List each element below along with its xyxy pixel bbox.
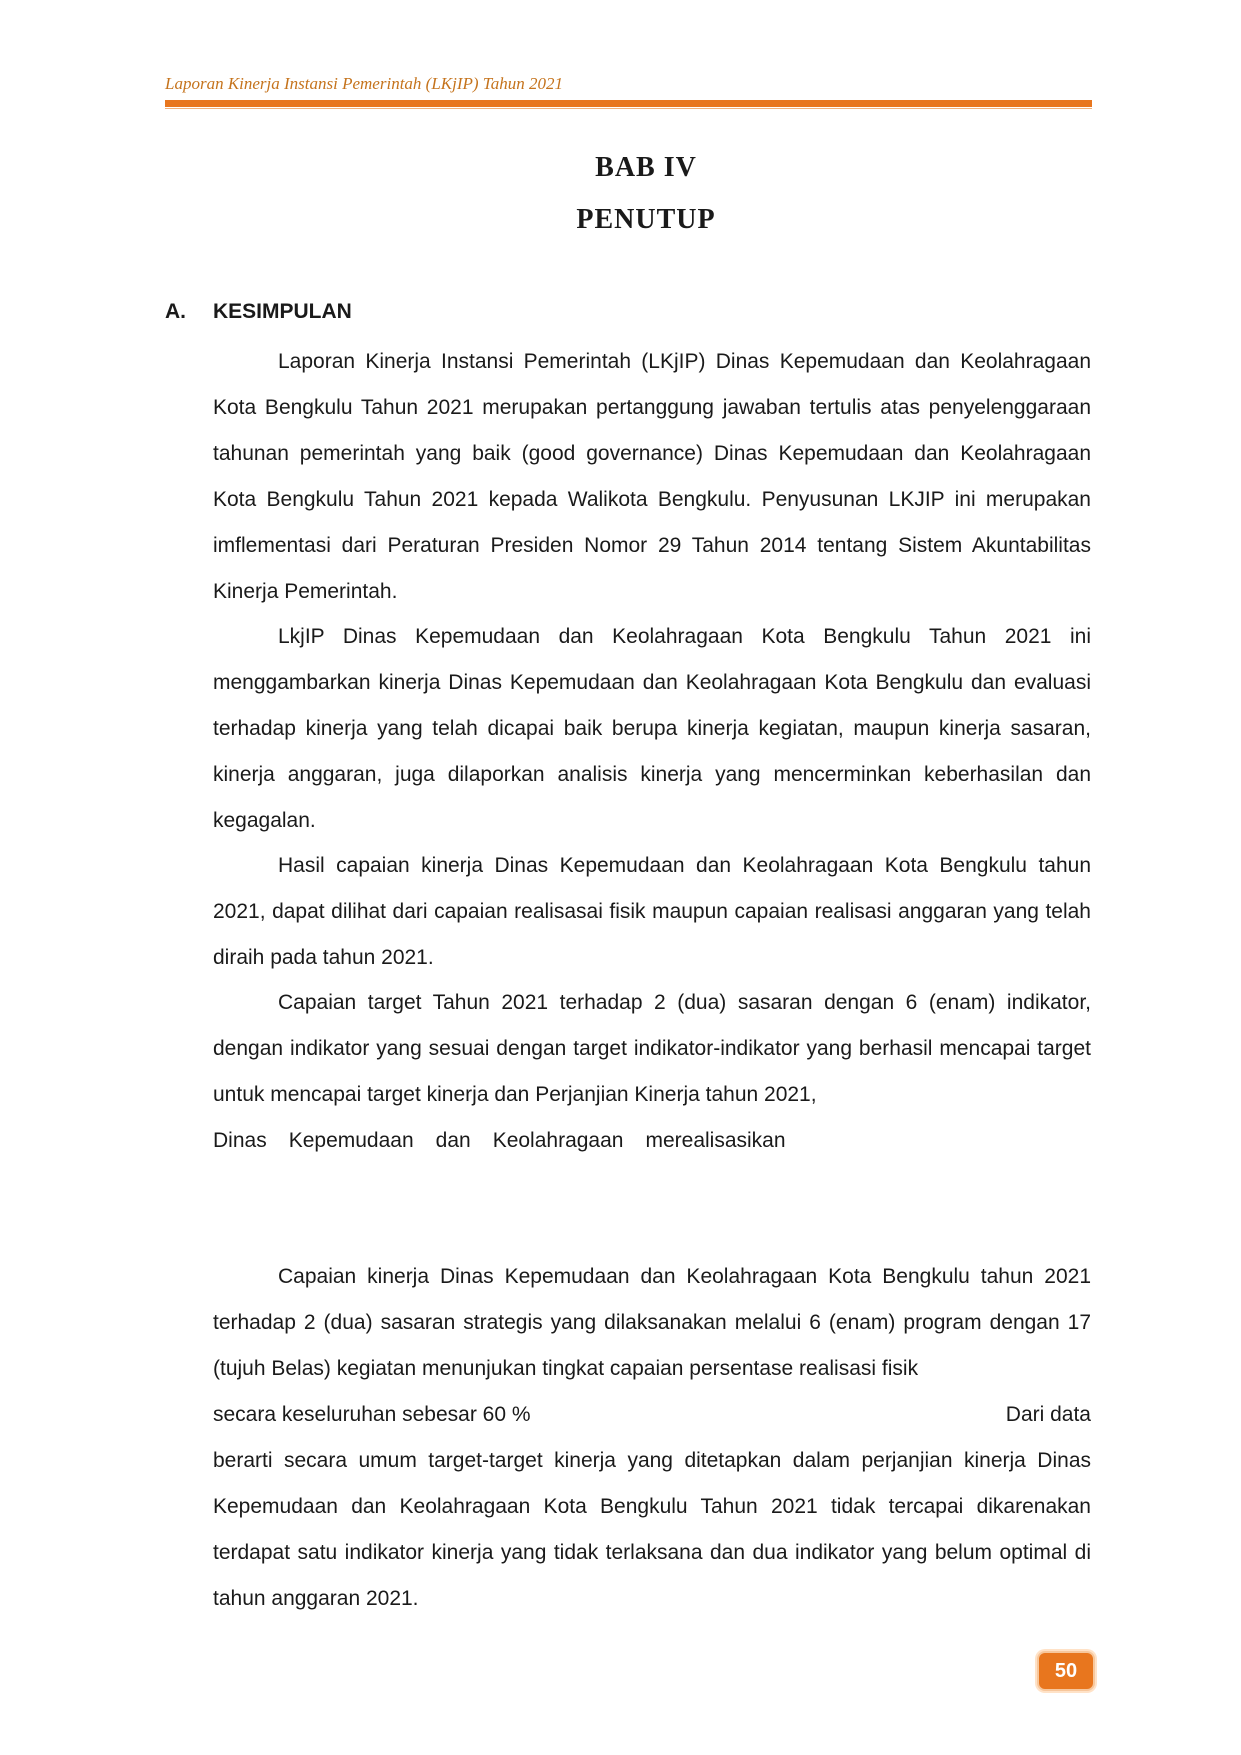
running-header: Laporan Kinerja Instansi Pemerintah (LKjIP) Tahun 2021: [165, 74, 563, 93]
split-left: secara keseluruhan sebesar 60 %: [213, 1403, 531, 1426]
paragraph-4: [213, 980, 1091, 1164]
paragraph-2: [213, 614, 1091, 844]
chapter-number: BAB IV: [595, 152, 697, 183]
section-heading: [165, 300, 352, 324]
paragraph-5: [213, 1254, 1091, 1622]
paragraph-3: [213, 843, 1091, 981]
header-rule: [165, 100, 1092, 107]
paragraph-4-last-line: [213, 1118, 1091, 1164]
paragraph-1: [213, 339, 1091, 615]
paragraph-text: Laporan Kinerja Instansi Pemerintah (LKjIP) Dinas Kepemudaan dan Keolahragaan Kota Bengkulu Tahun 2021 merupakan pertanggung jawaban tertulis atas penyelenggaraan tahunan pemerintah yang baik (good governance) Dinas Kepemudaan dan Keolahragaan Kota Bengkulu Tahun 2021 kepada Walikota Bengkulu. Penyusunan LKJIP ini merupakan imflementasi dari Peraturan Presiden Nomor 29 Tahun 2014 tentang Sistem Akuntabilitas Kinerja Pemerintah.: [213, 350, 1091, 603]
paragraph-5-split-line: [213, 1392, 1091, 1438]
word: dan: [435, 1129, 471, 1152]
paragraph-text: Capaian kinerja Dinas Kepemudaan dan Keolahragaan Kota Bengkulu tahun 2021 terhadap 2 (dua) sasaran strategis yang dilaksanakan melalui 6 (enam) program dengan 17 (tujuh Belas) kegiatan menunjukan tingkat capaian persentase realisasi fisik: [213, 1265, 1091, 1380]
paragraph-text: berarti secara umum target-target kinerja yang ditetapkan dalam perjanjian kinerja Dinas Kepemudaan dan Keolahragaan Kota Bengkulu Tahun 2021 tidak tercapai dikarenakan terdapat satu indikator kinerja yang tidak terlaksana dan dua indikator yang belum optimal di tahun anggaran 2021.: [213, 1449, 1091, 1610]
word: Kepemudaan: [288, 1129, 414, 1152]
section-letter: A.: [165, 300, 186, 323]
paragraph-text: Capaian target Tahun 2021 terhadap 2 (dua) sasaran dengan 6 (enam) indikator, dengan indikator yang sesuai dengan target indikator-indikator yang berhasil mencapai target untuk mencapai target kinerja dan Perjanjian Kinerja tahun 2021,: [213, 991, 1091, 1106]
word: merealisasikan: [645, 1129, 786, 1152]
chapter-title: PENUTUP: [576, 204, 716, 235]
word: Keolahragaan: [492, 1129, 624, 1152]
section-title: KESIMPULAN: [213, 300, 352, 323]
header-rule-thin: [165, 108, 1092, 109]
word: Dinas: [213, 1129, 267, 1152]
split-right: Dari data: [1005, 1403, 1091, 1426]
paragraph-text: Hasil capaian kinerja Dinas Kepemudaan dan Keolahragaan Kota Bengkulu tahun 2021, dapat dilihat dari capaian realisasai fisik maupun capaian realisasi anggaran yang telah diraih pada tahun 2021.: [213, 854, 1091, 969]
page-number-badge: 50: [1037, 1651, 1095, 1691]
paragraph-text: LkjIP Dinas Kepemudaan dan Keolahragaan Kota Bengkulu Tahun 2021 ini menggambarkan kinerja Dinas Kepemudaan dan Keolahragaan Kota Bengkulu dan evaluasi terhadap kinerja yang telah dicapai baik berupa kinerja kegiatan, maupun kinerja sasaran, kinerja anggaran, juga dilaporkan analisis kinerja yang mencerminkan keberhasilan dan kegagalan.: [213, 625, 1091, 832]
